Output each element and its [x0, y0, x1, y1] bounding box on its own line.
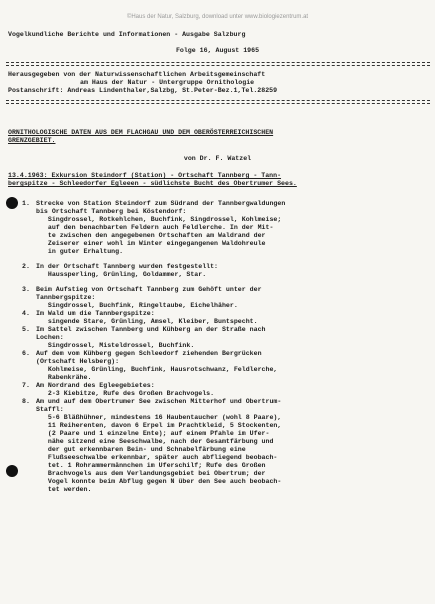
- item-number: 6.: [22, 350, 30, 357]
- item-text-line: Brachvogels aus dem Verlandungsgebiet bei Obertrum; der: [36, 470, 266, 477]
- item-text-line: Staffl:: [36, 406, 64, 413]
- article-title: ORNITHOLOGISCHE DATEN AUS DEM FLACHGAU UND DEM OBERÖSTERREICHISCHEN: [8, 129, 274, 136]
- issue-line: Folge 16, August 1965: [175, 47, 260, 54]
- item-text-line: In der Ortschaft Tannberg wurden festgestellt:: [36, 263, 219, 270]
- item-text-line: Singdrossel, Buchfink, Ringeltaube, Eichelhäher.: [36, 302, 238, 309]
- excursion-heading-cont: bergspitze - Schleedorfer Egleeen - südlichste Bucht des Obertrumer Sees.: [8, 180, 297, 187]
- punch-hole: [6, 197, 18, 209]
- publisher-line: Herausgegeben von der Naturwissenschaftlichen Arbeitsgemeinschaft: [8, 71, 266, 78]
- item-text-line: Strecke von Station Steindorf zum Südrand der Tannbergwaldungen: [36, 200, 286, 207]
- item-text-line: Am Nordrand des Egleegebietes:: [36, 382, 155, 389]
- item-text-line: nähe sitzend eine Seeschwalbe, nach der Gesamtfärbung und: [36, 438, 274, 445]
- item-number: 3.: [22, 286, 30, 293]
- item-number: 2.: [22, 263, 30, 270]
- item-number: 8.: [22, 398, 30, 405]
- punch-hole: [6, 465, 18, 477]
- series-title: Vogelkundliche Berichte und Informationen - Ausgabe Salzburg: [8, 31, 246, 38]
- item-text-line: der gut erkennbaren Bein- und Schnabelfärbung eine: [36, 446, 246, 453]
- divider-rule: [6, 100, 430, 101]
- item-text-line: tet werden.: [36, 486, 92, 493]
- item-text-line: 11 Reiherenten, davon 6 Erpel im Prachtkleid, 5 Stockenten,: [36, 422, 282, 429]
- item-text-line: Flußseeschwalbe erkennbar, später auch abfliegend beobach-: [36, 454, 278, 461]
- item-text-line: Im Wald um die Tannbergspitze:: [36, 310, 155, 317]
- item-text-line: auf den benachbarten Feldern auch Feldlerche. In der Mit-: [36, 224, 274, 231]
- author-line: von Dr. F. Watzel: [183, 155, 252, 162]
- item-text-line: Haussperling, Grünling, Goldammer, Star.: [36, 271, 207, 278]
- item-text-line: singende Stare, Grünling, Amsel, Kleiber, Buntspecht.: [36, 318, 258, 325]
- item-text-line: in guter Erhaltung.: [36, 248, 124, 255]
- item-text-line: bis Ortschaft Tannberg bei Köstendorf:: [36, 208, 187, 215]
- divider-rule: [6, 103, 430, 104]
- item-text-line: Kohlmeise, Grünling, Buchfink, Hausrotschwanz, Feldlerche,: [36, 366, 278, 373]
- item-text-line: Vogel konnte beim Abflug gegen N über den See auch beobach-: [36, 478, 282, 485]
- item-text-line: 5-6 Bläßhühner, mindestens 16 Haubentaucher (wohl 8 Paare),: [36, 414, 282, 421]
- item-text-line: Singdrossel, Misteldrossel, Buchfink.: [36, 342, 195, 349]
- item-number: 7.: [22, 382, 30, 389]
- item-text-line: (Ortschaft Helsberg):: [36, 358, 120, 365]
- excursion-heading: 13.4.1963: Exkursion Steindorf (Station) - Ortschaft Tannberg - Tann-: [8, 172, 282, 179]
- item-text-line: Tannbergspitze:: [36, 294, 96, 301]
- item-text-line: 2-3 Kiebitze, Rufe des Großen Brachvogels.: [36, 390, 215, 397]
- item-text-line: Am und auf dem Obertrumer See zwischen Mitterhof und Obertrum-: [36, 398, 282, 405]
- item-text-line: Beim Aufstieg von Ortschaft Tannberg zum Gehöft unter der: [36, 286, 262, 293]
- item-text-line: Rabenkrähe.: [36, 374, 92, 381]
- item-number: 5.: [22, 326, 30, 333]
- postal-address: Postanschrift: Andreas Lindenthaler,Salzbg, St.Peter-Bez.1,Tel.28259: [8, 87, 278, 94]
- item-text-line: te zwischen den angegebenen Ortschaften am Waldrand der: [36, 232, 266, 239]
- divider-rule: [6, 62, 430, 63]
- divider-rule: [6, 65, 430, 66]
- article-title-cont: GRENZGEBIET.: [8, 137, 56, 144]
- item-text-line: Im Sattel zwischen Tannberg und Kühberg an der Straße nach: [36, 326, 266, 333]
- item-text-line: Zeiserer einer wohl im Winter eingegangenen Waldohreule: [36, 240, 266, 247]
- item-number: 4.: [22, 310, 30, 317]
- watermark: ©Haus der Natur, Salzburg, download unter www.biologiezentrum.at: [126, 14, 309, 20]
- item-text-line: Lochen:: [36, 334, 64, 341]
- publisher-line: am Haus der Natur - Untergruppe Ornithologie: [80, 79, 255, 86]
- item-text-line: Auf dem vom Kühberg gegen Schleedorf ziehenden Bergrücken: [36, 350, 262, 357]
- item-number: 1.: [22, 200, 30, 207]
- item-text-line: (2 Paare und 1 einzelne Ente); auf einem Pfahle im Ufer-: [36, 430, 270, 437]
- item-text-line: Singdrossel, Rotkehlchen, Buchfink, Singdrossel, Kohlmeise;: [36, 216, 282, 223]
- item-text-line: tet. 1 Rohrammermännchen im Uferschilf; Rufe des Großen: [36, 462, 266, 469]
